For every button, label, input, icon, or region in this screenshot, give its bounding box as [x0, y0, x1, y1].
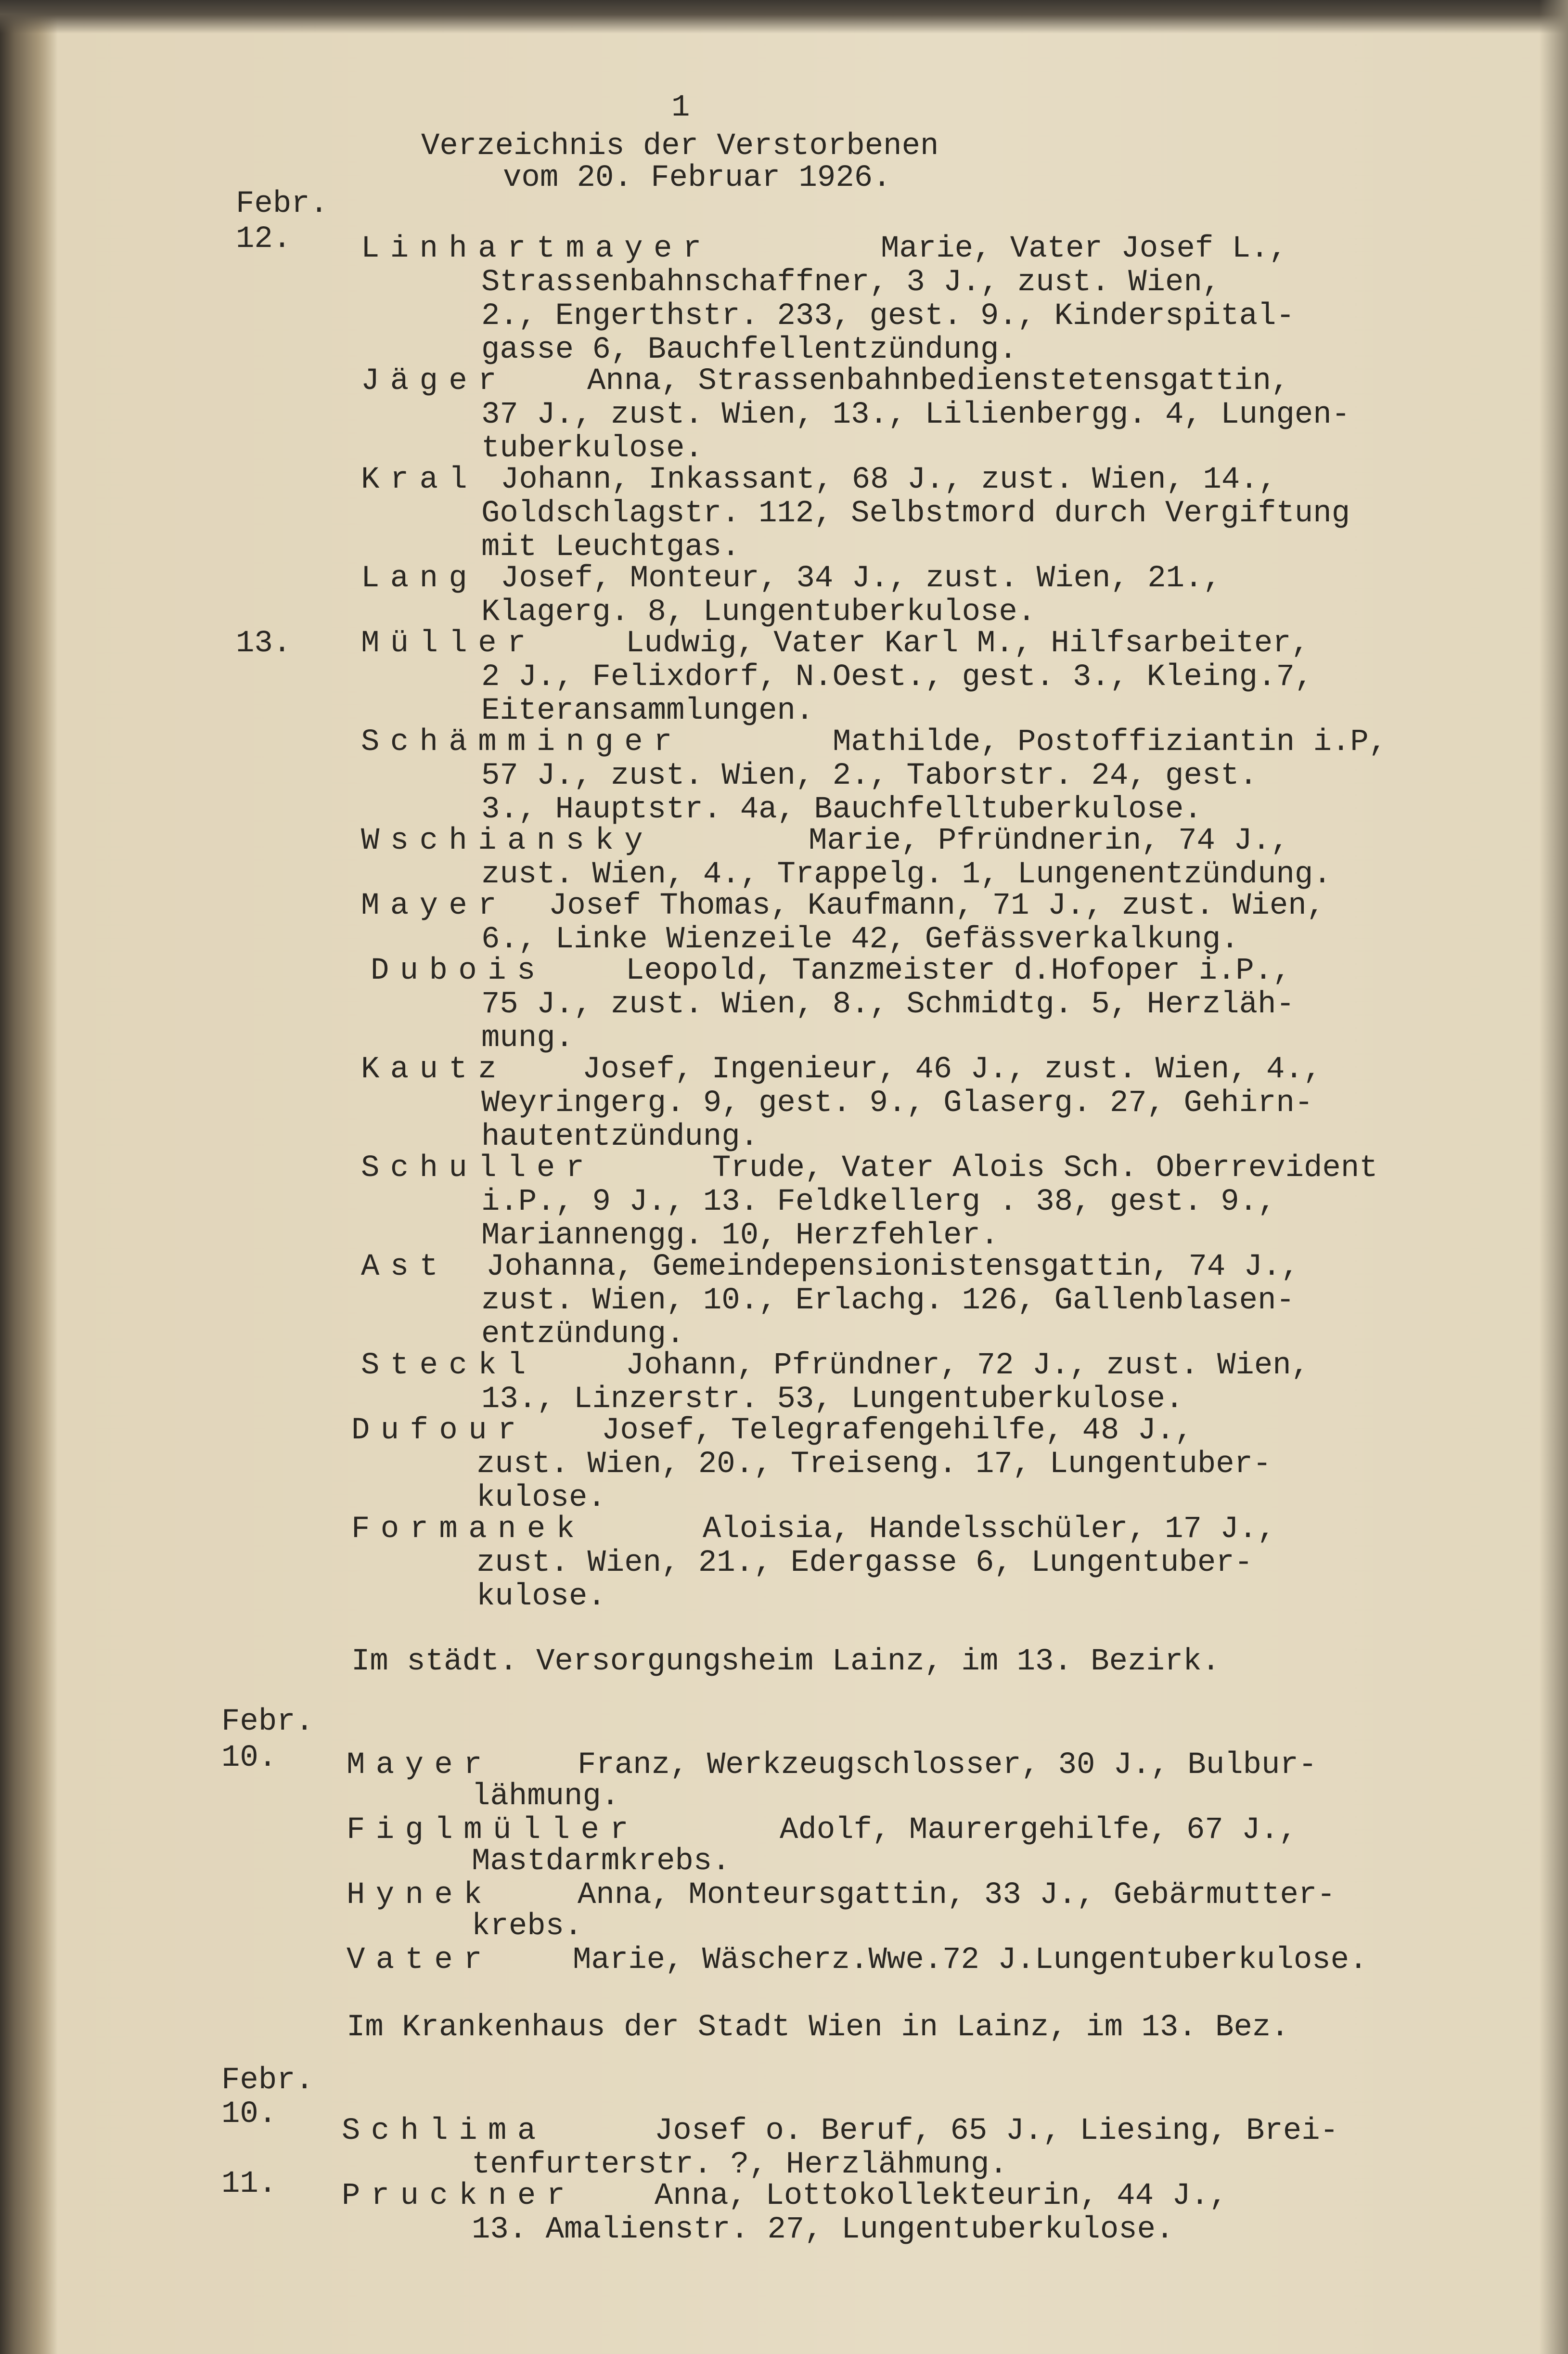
entry-line: Marie, Pfründnerin, 74 J.,: [809, 824, 1289, 858]
entry-line: 75 J., zust. Wien, 8., Schmidtg. 5, Herzläh-: [481, 987, 1295, 1022]
month-label: Febr.: [221, 2063, 314, 2098]
entry-line: i.P., 9 J., 13. Feldkellerg . 38, gest. 9.,: [481, 1185, 1276, 1219]
entry-line: Anna, Monteursgattin, 33 J., Gebärmutter-: [578, 1878, 1336, 1913]
entry-line: krebs.: [472, 1909, 583, 1944]
entry-line: zust. Wien, 4., Trappelg. 1, Lungenentzündung.: [481, 857, 1332, 892]
entry-name: Wschiansky: [361, 824, 654, 858]
entry-name: Steckl: [361, 1348, 537, 1383]
entry-line: tenfurterstr. ?, Herzlähmung.: [472, 2147, 1008, 2182]
entry-name: Ast: [361, 1250, 449, 1284]
section-heading: Im Krankenhaus der Stadt Wien in Lainz, im 13. Bez.: [347, 2010, 1289, 2045]
entry-line: Anna, Strassenbahnbedienstetensgattin,: [587, 364, 1290, 399]
entry-name: Schlima: [342, 2114, 547, 2148]
entry-line: Johann, Inkassant, 68 J., zust. Wien, 14.,: [501, 463, 1277, 497]
entry-line: Strassenbahnschaffner, 3 J., zust. Wien,: [481, 265, 1221, 300]
entry-line: Trude, Vater Alois Sch. Oberrevident: [712, 1151, 1378, 1186]
page-number: 1: [671, 91, 690, 125]
entry-line: Weyringerg. 9, gest. 9., Glaserg. 27, Gehirn-: [481, 1086, 1313, 1121]
entry-line: Marie, Vater Josef L.,: [881, 232, 1287, 266]
entry-name: Lang: [361, 561, 478, 596]
entry-line: Mathilde, Postoffiziantin i.P,: [833, 725, 1388, 760]
entry-name: Hynek: [347, 1878, 493, 1913]
entry-name: Pruckner: [342, 2179, 576, 2213]
right-edge-shadow: [1539, 0, 1568, 2354]
entry-line: zust. Wien, 10., Erlachg. 126, Gallenblasen-: [481, 1283, 1295, 1318]
entry-line: Franz, Werkzeugschlosser, 30 J., Bulbur-: [578, 1748, 1317, 1783]
entry-name: Mayer: [361, 889, 508, 923]
entry-line: Klagerg. 8, Lungentuberkulose.: [481, 595, 1036, 630]
entry-line: kulose.: [476, 1579, 606, 1614]
month-label: Febr.: [221, 1705, 314, 1739]
entry-name: Müller: [361, 626, 537, 661]
entry-line: hautentzündung.: [481, 1120, 759, 1154]
month-label: Febr.: [236, 187, 329, 221]
entry-line: Josef, Ingenieur, 46 J., zust. Wien, 4.,: [582, 1052, 1322, 1087]
entry-line: Josef, Monteur, 34 J., zust. Wien, 21.,: [501, 561, 1221, 596]
book-spine-shadow: [0, 0, 58, 2354]
entry-name: Dubois: [371, 954, 546, 988]
entry-name: Linhartmayer: [361, 232, 712, 266]
entry-line: Marie, Wäscherz.Wwe.72 J.Lungentuberkulose.: [573, 1943, 1368, 1978]
entry-line: 6., Linke Wienzeile 42, Gefässverkalkung.: [481, 922, 1239, 957]
entry-line: Eiteransammlungen.: [481, 694, 814, 728]
entry-line: zust. Wien, 20., Treiseng. 17, Lungentuber-: [476, 1447, 1272, 1482]
page-title: Verzeichnis der Verstorbenen: [421, 129, 939, 164]
entry-line: Mariannengg. 10, Herzfehler.: [481, 1218, 999, 1253]
entry-line: 13., Linzerstr. 53, Lungentuberkulose.: [481, 1382, 1184, 1417]
entry-line: lähmung.: [472, 1779, 620, 1814]
entry-line: Goldschlagstr. 112, Selbstmord durch Vergiftung: [481, 496, 1350, 531]
entry-line: 13. Amalienstr. 27, Lungentuberkulose.: [472, 2212, 1174, 2247]
entry-line: gasse 6, Bauchfellentzündung.: [481, 333, 1017, 367]
entry-line: 3., Hauptstr. 4a, Bauchfelltuberkulose.: [481, 792, 1202, 827]
entry-line: Aloisia, Handelsschüler, 17 J.,: [703, 1512, 1276, 1547]
entry-name: Jäger: [361, 364, 508, 399]
entry-line: Josef Thomas, Kaufmann, 71 J., zust. Wien,: [549, 889, 1325, 923]
entry-line: mung.: [481, 1021, 574, 1056]
day-label: 13.: [236, 626, 292, 661]
entry-line: 2., Engerthstr. 233, gest. 9., Kinderspital-: [481, 299, 1295, 334]
entry-name: Schämminger: [361, 725, 683, 760]
entry-line: 2 J., Felixdorf, N.Oest., gest. 3., Kleing.7,: [481, 660, 1313, 695]
entry-name: Figlmüller: [347, 1813, 640, 1848]
page-date: vom 20. Februar 1926.: [503, 161, 891, 195]
section-heading: Im städt. Versorgungsheim Lainz, im 13. Bezirk.: [351, 1644, 1221, 1679]
entry-line: Anna, Lottokollekteurin, 44 J.,: [655, 2179, 1228, 2213]
entry-line: zust. Wien, 21., Edergasse 6, Lungentuber-: [476, 1546, 1253, 1580]
entry-name: Schuller: [361, 1151, 595, 1186]
entry-name: Vater: [347, 1943, 493, 1978]
entry-name: Kautz: [361, 1052, 508, 1087]
entry-name: Formanek: [351, 1512, 586, 1547]
entry-line: 57 J., zust. Wien, 2., Taborstr. 24, gest.: [481, 759, 1258, 793]
entry-line: Ludwig, Vater Karl M., Hilfsarbeiter,: [626, 626, 1310, 661]
entry-line: tuberkulose.: [481, 431, 703, 466]
entry-line: kulose.: [476, 1481, 606, 1515]
entry-line: Leopold, Tanzmeister d.Hofoper i.P.,: [626, 954, 1291, 988]
entry-line: Johanna, Gemeindepensionistensgattin, 74 J.,: [486, 1250, 1299, 1284]
entry-name: Mayer: [347, 1748, 493, 1783]
entry-line: mit Leuchtgas.: [481, 530, 740, 565]
entry-line: Adolf, Maurergehilfe, 67 J.,: [780, 1813, 1298, 1848]
entry-line: Josef o. Beruf, 65 J., Liesing, Brei-: [655, 2114, 1339, 2148]
entry-line: 37 J., zust. Wien, 13., Lilienbergg. 4, Lungen-: [481, 398, 1350, 432]
entry-name: Dufour: [351, 1413, 527, 1448]
entry-line: Mastdarmkrebs.: [472, 1844, 731, 1879]
day-label: 10.: [221, 1741, 277, 1775]
day-label: 11.: [221, 2167, 277, 2201]
entry-name: Kral: [361, 463, 478, 497]
day-label: 10.: [221, 2097, 277, 2132]
entry-line: Johann, Pfründner, 72 J., zust. Wien,: [626, 1348, 1310, 1383]
entry-line: entzündung.: [481, 1317, 685, 1352]
entry-line: Josef, Telegrafengehilfe, 48 J.,: [602, 1413, 1193, 1448]
day-label: 12.: [236, 222, 292, 257]
top-edge-shadow: [0, 0, 1568, 34]
